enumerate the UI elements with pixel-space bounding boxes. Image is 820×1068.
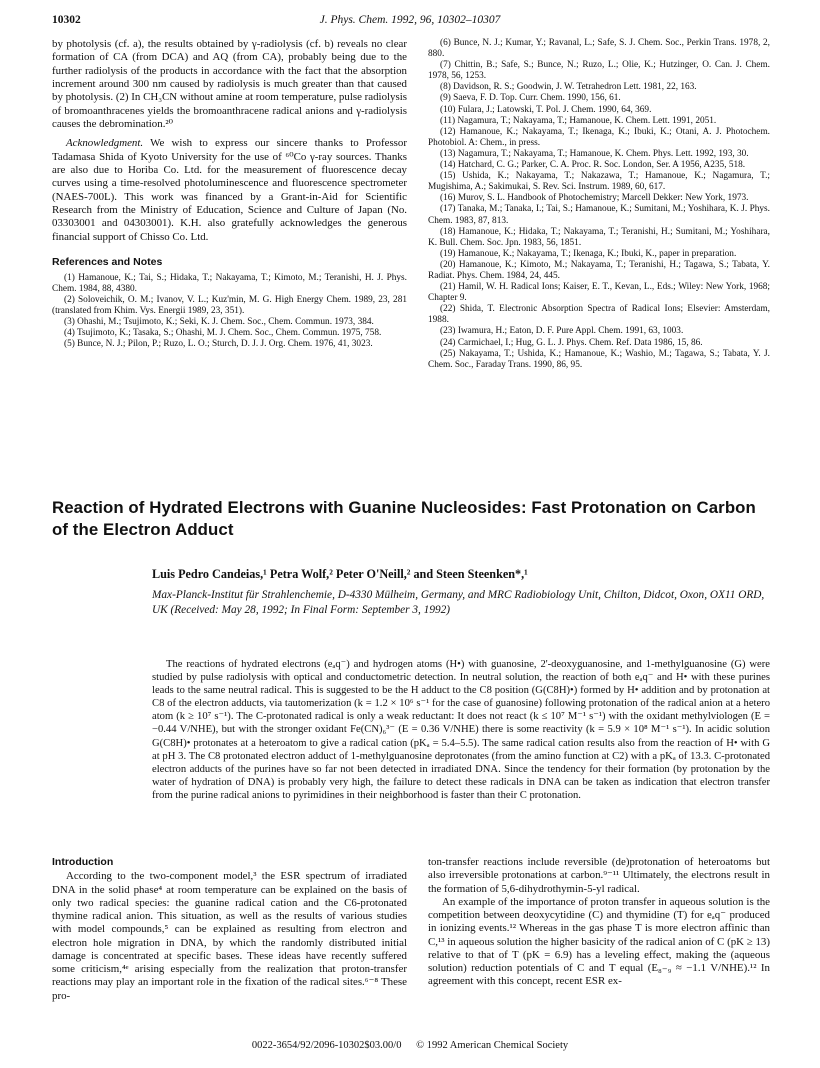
previous-article-left-column — [52, 38, 407, 350]
copyright-code: 0022-3654/92/2096-10302$03.00/0 — [251, 1040, 402, 1051]
article-abstract: The reactions of hydrated electrons (eₐq⁻) and hydrogen atoms (H•) with guanosine, 2'-deoxyguanosine, and 1-methylguanosine (G) were studied by pulse radiolysis with optical and conductometric detection. In neutral solution, the reaction of both eₐq⁻ and H• with these purines leads to the same neutral radical. This is suggested to be the H adduct to the C8 position (G(C8H)•) formed by H• addition and by protonation at C8 of the electron adducts, via tautomerization (k = 1.2 × 10⁶ s⁻¹ for the case of guanosine) following protonation of the radical anion at a hetero atom (k ≥ 10⁷ s⁻¹). The C-protonated radical is only a weak reductant: It does not react (k ≤ 10⁷ M⁻¹ s⁻¹) with the oxidant methylviologen (E = −0.44 V/NHE), but with the stronger oxidant Fe(CN)₆³⁻ (E = 0.36 V/NHE) there is some reactivity (k = 5.9 × 10⁸ M⁻¹ s⁻¹). In acidic solution G(C8H)• protonates at a heteroatom to give a radical cation (pKₐ = 5.4–5.5). The same radical cation results also from the reaction of H• with G at pH 3. The C8 protonated electron adduct of 1-methylguanosine deprotonates (from the amino function at C2) with a pKₐ of 13.3. C-protonated electron adducts of the purines have so far not been detected in irradiated DNA. Since the tendency for their formation (by protonation by the water of hydration of DNA) is probably very high, the failure to detect these radicals in DNA can be taken as indication that electron transfer from the purine radical anions to pyrimidines in their neighborhood is faster than their C protonation. — [152, 659, 770, 801]
article-authors: Luis Pedro Candeias,¹ Petra Wolf,² Peter O'Neill,² and Steen Steenken*,¹ — [152, 567, 528, 581]
journal-citation: J. Phys. Chem. 1992, 96, 10302–10307 — [319, 14, 501, 26]
reference-item: (22) Shida, T. Electronic Absorption Spectra of Radical Ions; Elsevier: Amsterdam, 1988. — [428, 304, 770, 326]
reference-item: (21) Hamil, W. H. Radical Ions; Kaiser, E. T., Kevan, L., Eds.; Wiley: New York, 1968; Chapter 9. — [428, 282, 770, 304]
references-heading: References and Notes — [52, 256, 163, 269]
reference-item: (19) Hamanoue, K.; Nakayama, T.; Ikenaga, K.; Ibuki, K., paper in preparation. — [440, 248, 737, 259]
page-number: 10302 — [52, 14, 81, 26]
acknowledgment — [52, 137, 407, 244]
reference-item: (17) Tanaka, M.; Tanaka, I.; Tai, S.; Hamanoue, K.; Sumitani, M.; Yoshihara, K. J. Phys. Chem. 1983, 87, 813. — [428, 204, 770, 226]
introduction-heading: Introduction — [52, 856, 114, 868]
copyright-notice: © 1992 American Chemical Society — [416, 1040, 569, 1051]
reference-item: (13) Nagamura, T.; Nakayama, T.; Hamanoue, K. Chem. Phys. Lett. 1992, 193, 30. — [440, 148, 749, 159]
reference-item: (9) Saeva, F. D. Top. Curr. Chem. 1990, 156, 61. — [440, 93, 621, 104]
reference-item: (18) Hamanoue, K.; Hidaka, T.; Nakayama, T.; Teranishi, H.; Sumitani, M.; Yoshihara, K. Bull. Chem. Soc. Jpn. 1983, 56, 1851. — [428, 226, 770, 248]
reference-item: (4) Tsujimoto, K.; Tasaka, S.; Ohashi, M. J. Chem. Soc., Chem. Commun. 1975, 758. — [64, 327, 382, 338]
reference-item: (14) Hatchard, C. G.; Parker, C. A. Proc. R. Soc. London, Ser. A 1956, A235, 518. — [440, 160, 746, 171]
page-footer — [0, 1040, 820, 1051]
reference-item: (2) Soloveichik, O. M.; Ivanov, V. L.; Kuz'min, M. G. High Energy Chem. 1989, 23, 281 (translated from Khim. Vys. Energii 1989, 23, 351). — [52, 294, 407, 316]
acknowledgment-lead: Acknowledgment. — [66, 137, 144, 150]
acknowledgment-text: We wish to express our sincere thanks to Professor Tadamasa Shida of Kyoto University for the use of ⁶⁰Co γ-ray sources. Thanks are also due to Horiba Co. Ltd. for the measurement of fluorescence decay curves using a time-resolved photoluminescence and fluorescence spectrometer (NAES-700L). This work was financed by a Grant-in-Aid for Scientific Research from the Ministry of Education, Science and Culture of Japan (No. 03303001 and 04303001). K.H. also gratefully acknowledges the generous financial support of Chisso Co. Ltd. — [52, 137, 407, 243]
introduction-right-column — [428, 856, 770, 989]
article-affiliation: Max-Planck-Institut für Strahlenchemie, D-4330 Mülheim, Germany, and MRC Radiobiology Unit, Chilton, Didcot, Oxon, OX11 ORD, UK (Received: May 28, 1992; In Final Form: September 3, 1992) — [152, 589, 765, 616]
references-list-right — [428, 38, 770, 371]
reference-item: (24) Carmichael, I.; Hug, G. L. J. Phys. Chem. Ref. Data 1986, 15, 86. — [440, 337, 703, 348]
introduction-paragraph: ton-transfer reactions include reversible (de)protonation of heteroatoms but also irreversible protonations at carbon.⁹⁻¹¹ Ultimately, the electrons result in the formation of 5,6-dihydrothymin-5-yl radical. — [428, 856, 770, 895]
reference-item: (8) Davidson, R. S.; Goodwin, J. W. Tetrahedron Lett. 1981, 22, 163. — [440, 82, 697, 93]
introduction-paragraph: According to the two-component model,³ the ESR spectrum of irradiated DNA in the solid phase⁴ at room temperature can be explained on the basis of only two radical species: the guanine radical cation and the C6-protonated thymine radical anion. This situation, as well as the results of various studies with model compounds,⁵ can be explained as resulting from electron and electron hole migration in DNA, by which the randomly distributed initial damage is concentrated at specific bases. These ideas have recently suffered some criticism,⁴ᵉ arising especially from the realization that proton-transfer reactions may play an important role in the fixation of the radical sites.⁶⁻⁸ These pro- — [52, 870, 407, 1002]
introduction-paragraph: An example of the importance of proton transfer in aqueous solution is the competition between deoxycytidine (C) and thymidine (T) for eₐq⁻ produced in ionizing events.¹² Whereas in the gas phase T is more electron affinic than C,¹³ in aqueous solution the higher basicity of the radical anion of C (pK ≥ 13) relative to that of T (pK = 6.9) has a leveling effect, making the (aqueous solution) reduction potentials of C and T equal (E₈₋₉ ≈ −1.1 V/NHE).¹² In agreement with this concept, recent ESR ex- — [428, 895, 770, 988]
reference-item: (7) Chittin, B.; Safe, S.; Bunce, N.; Ruzo, L.; Olie, K.; Hutzinger, O. Can. J. Chem. 1978, 56, 1253. — [428, 60, 770, 82]
body-paragraph: by photolysis (cf. a), the results obtained by γ-radiolysis (cf. b) reveals no clear formation of CA (from DCA) and AQ (from CA), probably being due to the further radiolysis of the products in accordance with the fact that the absorption increment around 300 nm caused by radiolysis is much greater than that caused by photolysis. (2) In CH₃CN without amine at room temperature, pulse radiolysis of bromoanthracenes yields the bromoanthracene radical anions and γ-radiolysis causes the debromination.²⁰ — [52, 38, 407, 131]
reference-item: (3) Ohashi, M.; Tsujimoto, K.; Seki, K. J. Chem. Soc., Chem. Commun. 1973, 384. — [64, 316, 374, 327]
reference-item: (16) Murov, S. L. Handbook of Photochemistry; Marcell Dekker: New York, 1973. — [440, 193, 749, 204]
references-list-left — [52, 273, 407, 351]
reference-item: (6) Bunce, N. J.; Kumar, Y.; Ravanal, L.; Safe, S. J. Chem. Soc., Perkin Trans. 1978, 2, 880. — [428, 38, 770, 60]
article-title: Reaction of Hydrated Electrons with Guanine Nucleosides: Fast Protonation on Carbon of the Electron Adduct — [52, 498, 756, 539]
reference-item: (5) Bunce, N. J.; Pilon, P.; Ruzo, L. O.; Sturch, D. J. J. Org. Chem. 1976, 41, 3023. — [64, 339, 373, 350]
introduction-left-column — [52, 856, 407, 1003]
reference-item: (11) Nagamura, T.; Nakayama, T.; Hamanoue, K. Chem. Lett. 1991, 2051. — [440, 115, 717, 126]
reference-item: (23) Iwamura, H.; Eaton, D. F. Pure Appl. Chem. 1991, 63, 1003. — [440, 326, 684, 337]
running-header — [52, 14, 768, 32]
reference-item: (12) Hamanoue, K.; Nakayama, T.; Ikenaga, K.; Ibuki, K.; Otani, A. J. Photochem. Photobiol. A: Chem., in press. — [428, 126, 770, 148]
reference-item: (15) Ushida, K.; Nakayama, T.; Nakazawa, T.; Hamanoue, K.; Nagamura, T.; Mugishima, A.; Sakimukai, S. Rev. Sci. Instrum. 1989, 60, 617. — [428, 171, 770, 193]
reference-item: (1) Hamanoue, K.; Tai, S.; Hidaka, T.; Nakayama, T.; Kimoto, M.; Teranishi, H. J. Phys. Chem. 1984, 88, 4380. — [52, 272, 407, 294]
reference-item: (20) Hamanoue, K.; Kimoto, M.; Nakayama, T.; Teranishi, H.; Tagawa, S.; Tabata, Y. Radiat. Phys. Chem. 1984, 24, 445. — [428, 259, 770, 281]
reference-item: (25) Nakayama, T.; Ushida, K.; Hamanoue, K.; Washio, M.; Tagawa, S.; Tabata, Y. J. Chem. Soc., Faraday Trans. 1990, 86, 95. — [428, 348, 770, 370]
reference-item: (10) Fulara, J.; Latowski, T. Pol. J. Chem. 1990, 64, 369. — [440, 104, 652, 115]
